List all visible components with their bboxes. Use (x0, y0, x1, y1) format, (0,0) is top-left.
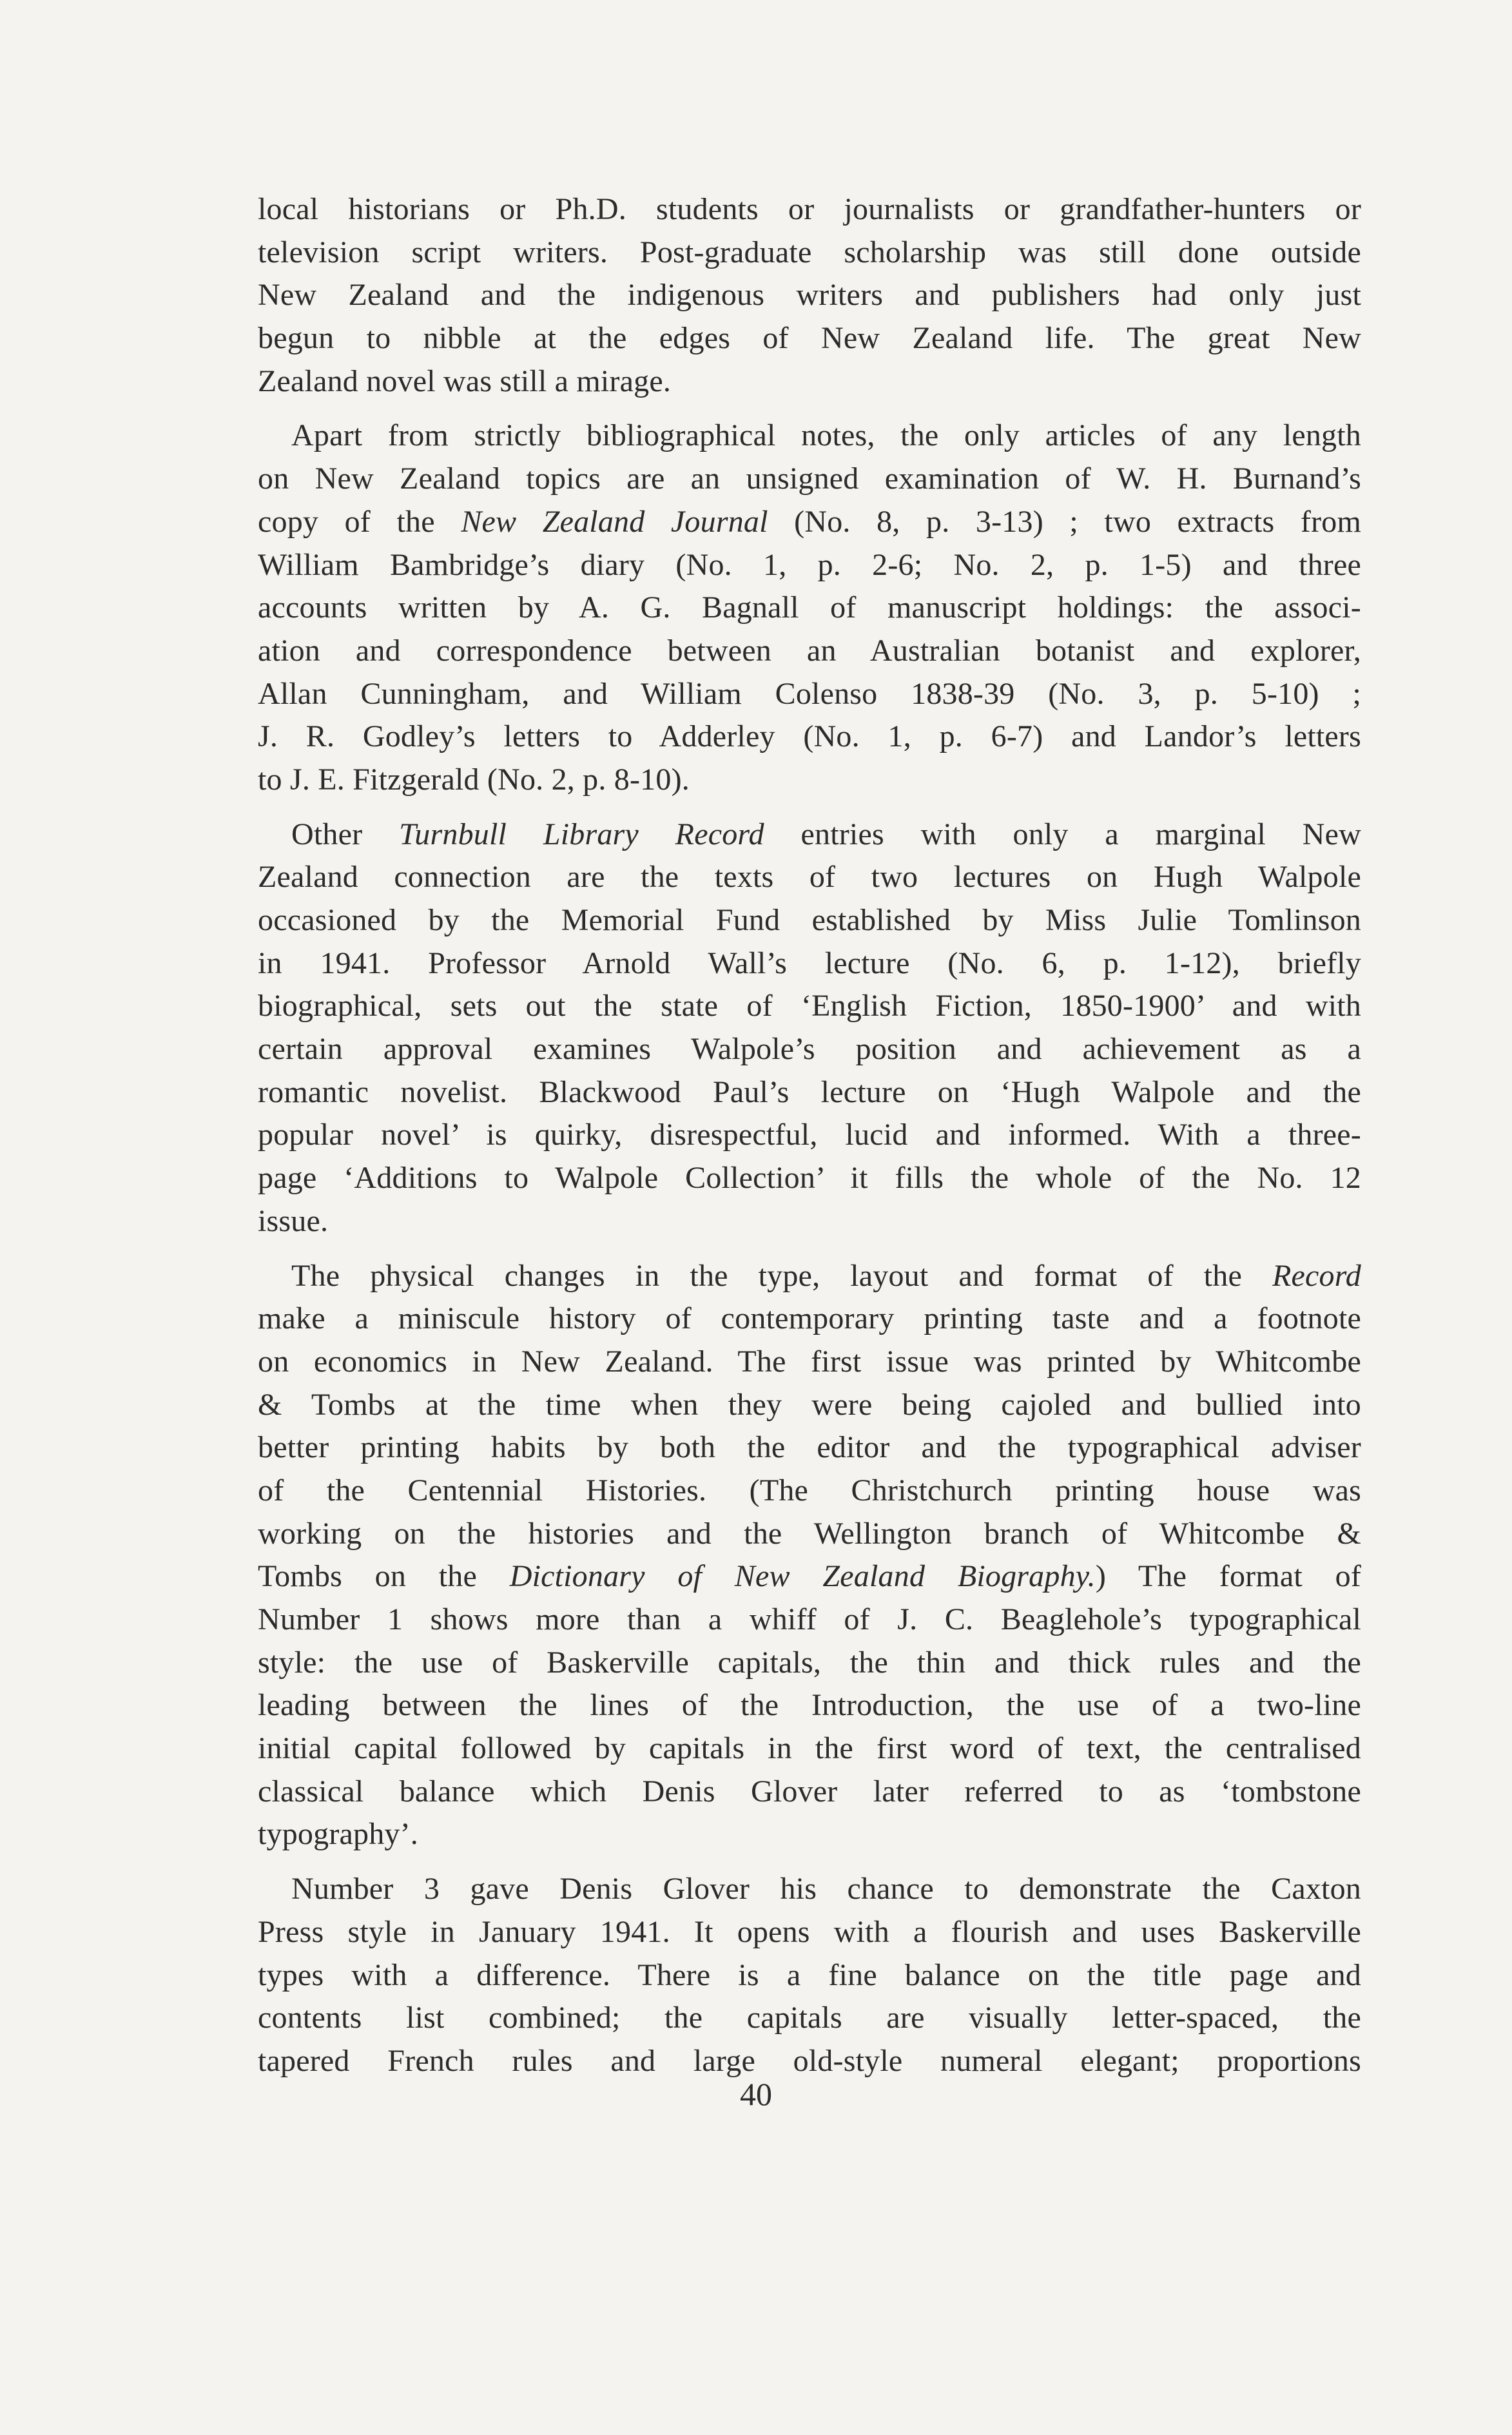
paragraph-gap (258, 1856, 1361, 1868)
text-line: romantic novelist. Blackwood Paul’s lecture on ‘Hugh Walpole and the (258, 1074, 1361, 1109)
text-line: accounts written by A. G. Bagnall of manuscript holdings: the associ- (258, 590, 1361, 625)
paragraph-gap (258, 403, 1361, 414)
page-number: 40 (740, 2076, 772, 2112)
text-line: Apart from strictly bibliographical notes, the only articles of any length (291, 418, 1361, 453)
text-line: & Tombs at the time when they were being cajoled and bullied into (258, 1387, 1361, 1422)
paragraph (258, 1255, 1361, 1857)
text-line: Press style in January 1941. It opens with a flourish and uses Baskerville (258, 1914, 1361, 1949)
paragraph (258, 414, 1361, 801)
text-line: Tombs on the Dictionary of New Zealand Biography.) The format of (258, 1559, 1361, 1594)
body-text (258, 188, 1361, 2083)
text-line: Number 1 shows more than a whiff of J. C. Beaglehole’s typographical (258, 1602, 1361, 1636)
text-line: to J. E. Fitzgerald (No. 2, p. 8-10). (258, 762, 690, 797)
text-line: contents list combined; the capitals are visually letter-spaced, the (258, 2001, 1361, 2035)
text-line: style: the use of Baskerville capitals, the thin and thick rules and the (258, 1645, 1361, 1680)
text-line: William Bambridge’s diary (No. 1, p. 2-6; No. 2, p. 1-5) and three (258, 547, 1361, 582)
text-line: leading between the lines of the Introduction, the use of a two-line (258, 1688, 1361, 1723)
paragraph (258, 813, 1361, 1243)
paragraph (258, 1868, 1361, 2082)
text-line: Number 3 gave Denis Glover his chance to demonstrate the Caxton (291, 1872, 1361, 1906)
text-line: working on the histories and the Wellington branch of Whitcombe & (258, 1516, 1361, 1551)
text-line: Zealand novel was still a mirage. (258, 364, 672, 398)
text-line: certain approval examines Walpole’s position and achievement as a (258, 1032, 1361, 1067)
text-line: make a miniscule history of contemporary printing taste and a footnote (258, 1301, 1361, 1336)
text-line: J. R. Godley’s letters to Adderley (No. 1, p. 6-7) and Landor’s letters (258, 719, 1361, 754)
text-line: occasioned by the Memorial Fund established by Miss Julie Tomlinson (258, 903, 1361, 937)
text-line: biographical, sets out the state of ‘English Fiction, 1850-1900’ and with (258, 989, 1361, 1023)
text-line: ation and correspondence between an Australian botanist and explorer, (258, 633, 1361, 668)
text-line: New Zealand and the indigenous writers and publishers had only just (258, 278, 1361, 313)
text-line: Allan Cunningham, and William Colenso 1838-39 (No. 3, p. 5-10) ; (258, 676, 1361, 711)
text-line: television script writers. Post-graduate scholarship was still done outside (258, 235, 1361, 269)
text-line: types with a difference. There is a fine balance on the title page and (258, 1957, 1361, 1992)
text-line: classical balance which Denis Glover later referred to as ‘tombstone (258, 1774, 1361, 1809)
text-line: on New Zealand topics are an unsigned examination of W. H. Burnand’s (258, 461, 1361, 496)
text-line: copy of the New Zealand Journal (No. 8, p. 3-13) ; two extracts from (258, 504, 1361, 539)
text-line: popular novel’ is quirky, disrespectful, lucid and informed. With a three- (258, 1118, 1361, 1152)
text-line: page ‘Additions to Walpole Collection’ it fills the whole of the No. 12 (258, 1161, 1361, 1196)
text-line: The physical changes in the type, layout and format of the Record (291, 1258, 1361, 1293)
text-line: Other Turnbull Library Record entries with only a marginal New (291, 817, 1361, 851)
text-line: of the Centennial Histories. (The Christchurch printing house was (258, 1473, 1361, 1508)
text-line: initial capital followed by capitals in the first word of text, the centralised (258, 1731, 1361, 1766)
text-line: on economics in New Zealand. The first issue was printed by Whitcombe (258, 1344, 1361, 1379)
paragraph (258, 188, 1361, 403)
text-line: Zealand connection are the texts of two lectures on Hugh Walpole (258, 860, 1361, 895)
paragraph-gap (258, 802, 1361, 813)
paragraph-gap (258, 1243, 1361, 1255)
text-line: local historians or Ph.D. students or journalists or grandfather-hunters or (258, 192, 1361, 226)
text-line: issue. (258, 1203, 329, 1238)
text-line: better printing habits by both the editor and the typographical adviser (258, 1430, 1361, 1465)
text-line: in 1941. Professor Arnold Wall’s lecture (No. 6, p. 1-12), briefly (258, 946, 1361, 980)
text-line: tapered French rules and large old-style numeral elegant; proportions (258, 2043, 1361, 2078)
text-line: typography’. (258, 1817, 419, 1852)
text-line: begun to nibble at the edges of New Zealand life. The great New (258, 321, 1361, 356)
